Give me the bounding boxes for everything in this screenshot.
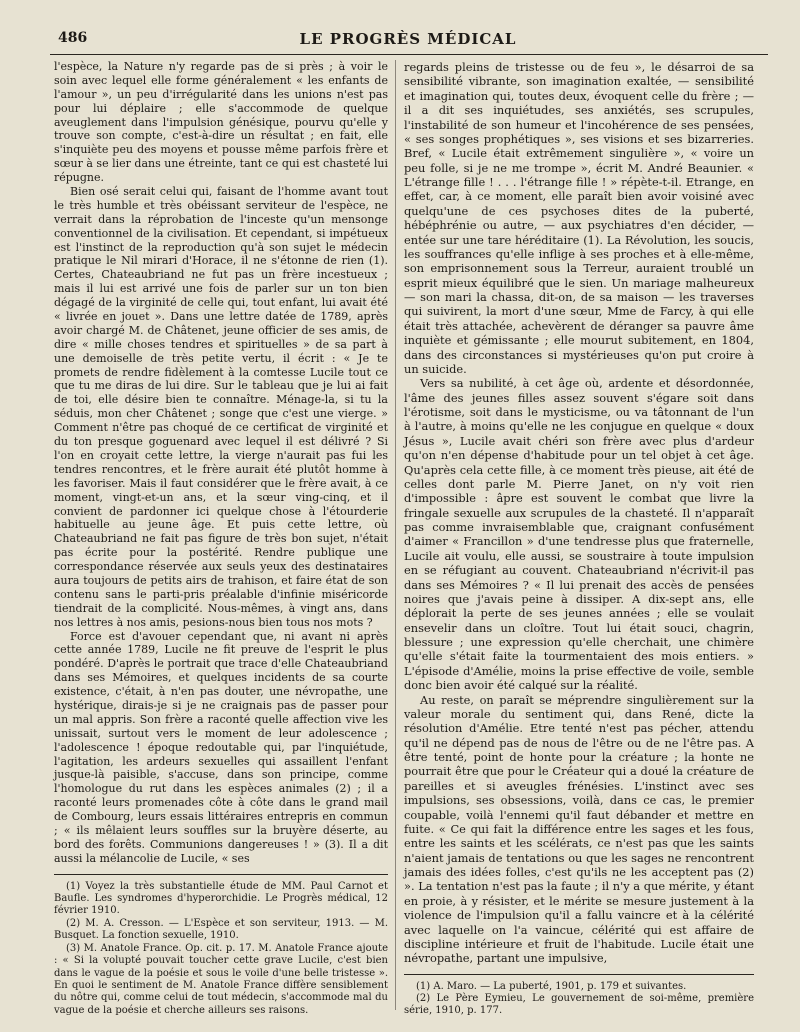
- left-paragraph-1: l'espèce, la Nature n'y regarde pas de si près ; à voir le soin avec lequel elle forme généralement « les enfants de l'amour », un peu d'irrégularité dans les unions n'est pas pour lui déplaire ; elle s'accommode de quelque aveuglement dans l'impulsion génésique, pourvu qu'elle y trouve son compte, c'est-à-dire un résultat ; en fait, elle s'inquiète peu des moyens et pousse même parfois frère et sœur à se lier dans une étreinte, tant ce qui est chasteté lui répugne.: [54, 60, 388, 185]
- footnote-right-2: (2) Le Père Eymieu, Le gouvernement de soi-même, première série, 1910, p. 177.: [404, 993, 754, 1017]
- footnote-left-1: (1) Voyez la très substantielle étude de MM. Paul Carnot et Baufle. Les syndromes d'hyperorchidie. Le Progrès médical, 12 février 1910.: [54, 880, 388, 917]
- left-column: [54, 60, 388, 1017]
- left-footnotes: [54, 874, 388, 1017]
- left-paragraph-3: Force est d'avouer cependant que, ni avant ni après cette année 1789, Lucile ne fit preuve de l'esprit le plus pondéré. D'après le portrait que trace d'elle Chateaubriand dans ses Mémoires, et quelques incidents de sa courte existence, c'était, à n'en pas douter, une névropathe, une hystérique, dirais-je si je ne craignais pas de passer pour un mal appris. Son frère a raconté quelle affection vive les unissait, surtout vers le moment de leur adolescence ; l'adolescence ! époque redoutable qui, par l'inquiétude, l'agitation, les ardeurs sexuelles qui assaillent l'enfant jusque-là paisible, s'accuse, dans son principe, comme l'homologue du rut dans les espèces animales (2) ; il a raconté leurs promenades côte à côte dans le grand mail de Combourg, leurs essais littéraires entrepris en commun ; « ils mêlaient leurs souffles sur la bruyère déserte, au bord des forêts. Communions dangereuses ! » (3). Il a dit aussi la mélancolie de Lucile, « ses: [54, 629, 388, 865]
- right-footnotes: [404, 974, 754, 1018]
- footnote-right-1: (1) A. Maro. — La puberté, 1901, p. 179 et suivantes.: [416, 980, 687, 992]
- left-paragraph-2: Bien osé serait celui qui, faisant de l'homme avant tout le très humble et très obéissant serviteur de l'espèce, ne verrait dans la réprobation de l'inceste qu'un mensonge conventionnel de la civilisation. Et cependant, si impétueux est l'instinct de la reproduction qu'à son sujet le médecin pratique le Nil mirari d'Horace, il ne s'étonne de rien (1). Certes, Chateaubriand ne fut pas un frère incestueux ; mais il lui est arrivé une fois de parler sur un ton bien dégagé de la virginité de celle qui, tout enfant, lui avait été « livrée en jouet ». Dans une lettre datée de 1789, après avoir chargé M. de Châtenet, jeune officier de ses amis, de dire « mille choses tendres et spirituelles » de sa part à une demoiselle de très petite vertu, il écrit : « Je te promets de rendre fidèlement à la comtesse Lucile tout ce que tu me diras de lui dire. Sur le tableau que je lui ai fait de toi, elle désire bien te connaître. Ménage-la, si tu la séduis, mon cher Châtenet ; songe que c'est une vierge. » Comment n'être pas choqué de ce certificat de virginité et du ton presque goguenard avec lequel il est délivré ? Si l'on en croyait cette lettre, la vierge n'aurait pas fui les tendres rencontres, et le frère aurait été plutôt homme à les favoriser. Mais il faut considérer que le frère avait, à ce moment, vingt-et-un ans, et la sœur ving-cinq, et il convient de pardonner ici quelque chose à l'étourderie habituelle au jeune âge. Et puis cette lettre, où Chateaubriand ne fait pas figure de très bon sujet, n'était pas écrite pour la postérité. Rendre publique une correspondance réservée aux seuls yeux des destinataires aura toujours de petits airs de trahison, et faire état de son contenu sans le parti-pris préalable d'infinie miséricorde tiendrait de la complicité. Nous-mêmes, à vingt ans, dans nos lettres à nos amis, pesions-nous bien tous nos mots ?: [54, 185, 388, 629]
- footnote-left-2: (2) M. A. Cresson. — L'Espèce et son serviteur, 1913. — M. Busquet. La fonction sexuelle, 1910.: [54, 917, 388, 942]
- page-number: 486: [58, 30, 88, 46]
- running-head: [44, 30, 772, 50]
- right-paragraph-2: Vers sa nubilité, à cet âge où, ardente et désordonnée, l'âme des jeunes filles assez souvent s'égare soit dans l'érotisme, soit dans le mysticisme, ou va tâtonnant de l'un à l'autre, à moins qu'elle ne les conjugue en quelque « doux Jésus », Lucile avait chéri son frère avec plus d'ardeur qu'on n'en dépense d'habitude pour un tel objet à cet âge. Qu'après cela cette fille, à ce moment très pieuse, ait été de celles dont parle M. Pierre Janet, on n'y voit rien d'impossible : âpre est souvent le combat que livre la fringale sexuelle aux scrupules de la chasteté. Il n'apparaît pas comme invraisemblable que, craignant confusément d'aimer « Francillon » d'une tendresse plus que fraternelle, Lucile ait voulu, elle aussi, se soustraire à toute impulsion en se réfugiant au couvent. Chateaubriand n'écrivit-il pas dans ses Mémoires ? « Il lui prenait des accès de pensées noires que j'avais peine à dissiper. A dix-sept ans, elle déplorait la perte de ses jeunes années ; elle se voulait ensevelir dans un cloître. Tout lui était souci, chagrin, blessure ; une expression qu'elle cherchait, une chimère qu'elle s'était faite la tourmentaient des mois entiers. » L'épisode d'Amélie, moins la prise effective de voile, semble donc bien avoir été calqué sur la réalité.: [404, 376, 754, 693]
- journal-title: LE PROGRÈS MÉDICAL: [299, 30, 517, 48]
- right-column: [404, 60, 754, 1018]
- header-rule: [50, 54, 768, 55]
- right-paragraph-3: Au reste, on paraît se méprendre singulièrement sur la valeur morale du sentiment qui, dans René, dicte la résolution d'Amélie. Etre tenté n'est pas pécher, attendu qu'il ne dépend pas de nous de l'être ou de ne l'être pas. A être tenté, point de honte pour la créature ; la honte ne pourrait être que pour le Créateur qui a doué la créature de pareilles et si aveugles frénésies. L'instinct avec ses impulsions, ses obsessions, voilà, dans ce cas, le premier coupable, voilà l'ennemi qu'il faut débander et mettre en fuite. « Ce qui fait la différence entre les sages et les fous, entre les saints et les scélérats, ce n'est pas que les saints n'aient jamais de tentations ou que les sages ne rencontrent jamais des idées folles, c'est qu'ils ne les acceptent pas (2) ». La tentation n'est pas la faute ; il n'y a que mérite, y étant en proie, à y résister, et le mérite se mesure justement à la violence de l'impulsion qu'il a fallu vaincre et à la célérité avec laquelle on l'a vaincue, célérité qui est affaire de discipline intérieure et fruit de l'habitude. Lucile était une névropathe, partant une impulsive,: [404, 692, 754, 966]
- right-paragraph-1: regards pleins de tristesse ou de feu », le désarroi de sa sensibilité vibrante, son imagination exaltée, — sensibilité et imagination qui, toutes deux, évoquent celle du frère ; — il a dit ses inquiétudes, ses anxiétés, ses scrupules, l'instabilité de son humeur et l'incohérence de ses pensées, « ses songes prophétiques », ses visions et ses bizarreries. Bref, « Lucile était extrêmement singulière », « voire un peu folle, si je ne me trompe », écrit M. André Beaunier. « L'étrange fille ! . . . l'étrange fille ! » répète-t-il. Etrange, en effet, car, à ce moment, elle paraît bien avoir voisiné avec quelqu'une de ces psychoses dites de la puberté, hébéphrénie ou autre, — aux psychiatres d'en décider, — entée sur une tare héréditaire (1). La Révolution, les soucis, les souffrances qu'elle inflige à ses proches et à elle-même, son emprisonnement sous la Terreur, auraient troublé un esprit mieux équilibré que le sien. Un mariage malheureux — son mari la chassa, dit-on, de sa maison — les traverses qui suivirent, la mort d'une sœur, Mme de Farcy, à qui elle était très attachée, achevèrent de déranger sa pauvre âme inquiète et gémissante ; elle mourut subitement, en 1804, dans des circonstances si mystérieuses qu'on put croire à un suicide.: [404, 60, 754, 376]
- column-divider: [395, 60, 396, 1010]
- footnote-left-3: (3) M. Anatole France. Op. cit. p. 17. M. Anatole France ajoute : « Si la volupté pouvait toucher cette grave Lucile, c'est bien dans le vague de la poésie et sous le voile d'une belle tristesse ». En quoi le sentiment de M. Anatole France diffère sensiblement du nôtre qui, comme celui de tout médecin, s'accommode mal du vague de la poésie et cherche ailleurs ses raisons.: [54, 942, 388, 1016]
